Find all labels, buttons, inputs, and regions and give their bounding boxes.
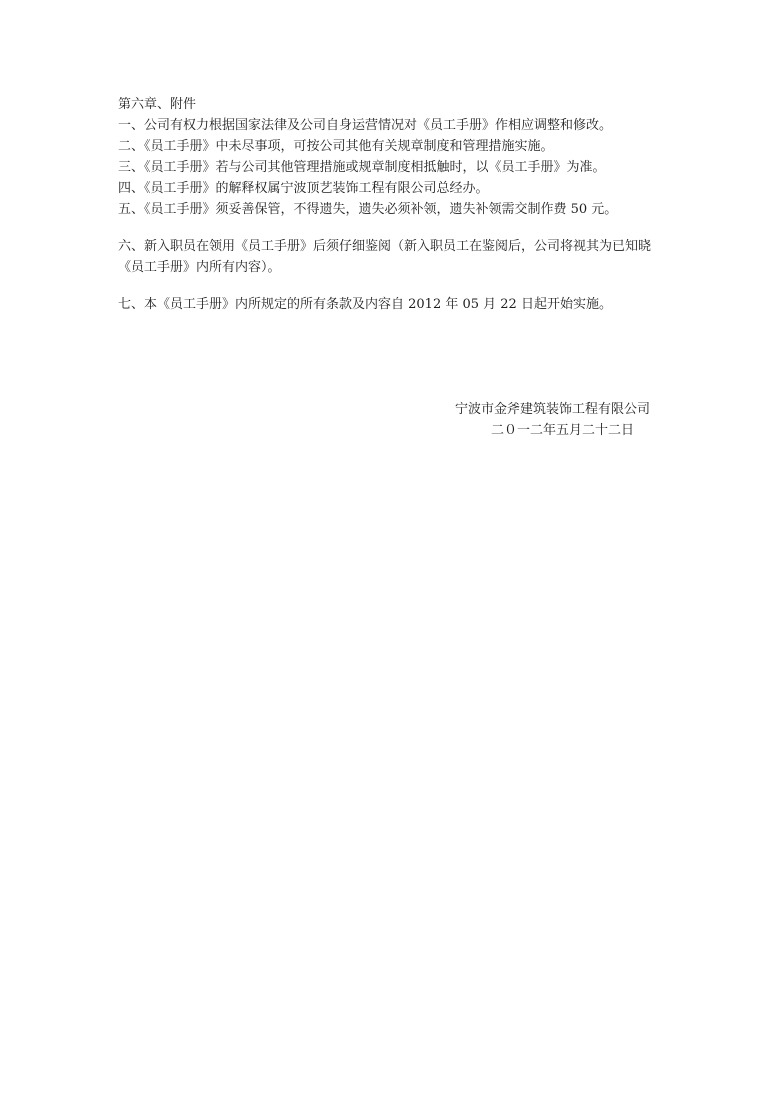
signature-company: 宁波市金斧建筑装饰工程有限公司 xyxy=(455,402,651,417)
paragraph-gap xyxy=(118,220,678,236)
chapter-title: 第六章、附件 xyxy=(118,97,197,112)
document-body xyxy=(118,94,678,315)
list-item-7: 七、本《员工手册》内所规定的所有条款及内容自 2012 年 05 月 22 日起开始实施。 xyxy=(118,297,612,312)
paragraph-gap xyxy=(118,278,678,294)
list-item-6: 六、新入职员在领用《员工手册》后须仔细鉴阅（新入职员工在鉴阅后，公司将视其为已知晓《员工手册》内所有内容）。 xyxy=(118,239,652,275)
signature-date: 二０一二年五月二十二日 xyxy=(491,423,635,438)
list-item-4: 四、《员工手册》的解释权属宁波顶艺装饰工程有限公司总经办。 xyxy=(118,181,489,196)
list-item-2: 二、《员工手册》中未尽事项，可按公司其他有关规章制度和管理措施实施。 xyxy=(118,139,554,154)
signature-block xyxy=(455,399,675,441)
list-item-1: 一、公司有权力根据国家法律及公司自身运营情况对《员工手册》作相应调整和修改。 xyxy=(118,118,613,133)
list-item-3: 三、《员工手册》若与公司其他管理措施或规章制度相抵触时，以《员工手册》为准。 xyxy=(118,160,606,175)
list-item-5: 五、《员工手册》须妥善保管，不得遗失，遗失必须补领，遗失补领需交制作费 50 元。 xyxy=(118,202,618,217)
